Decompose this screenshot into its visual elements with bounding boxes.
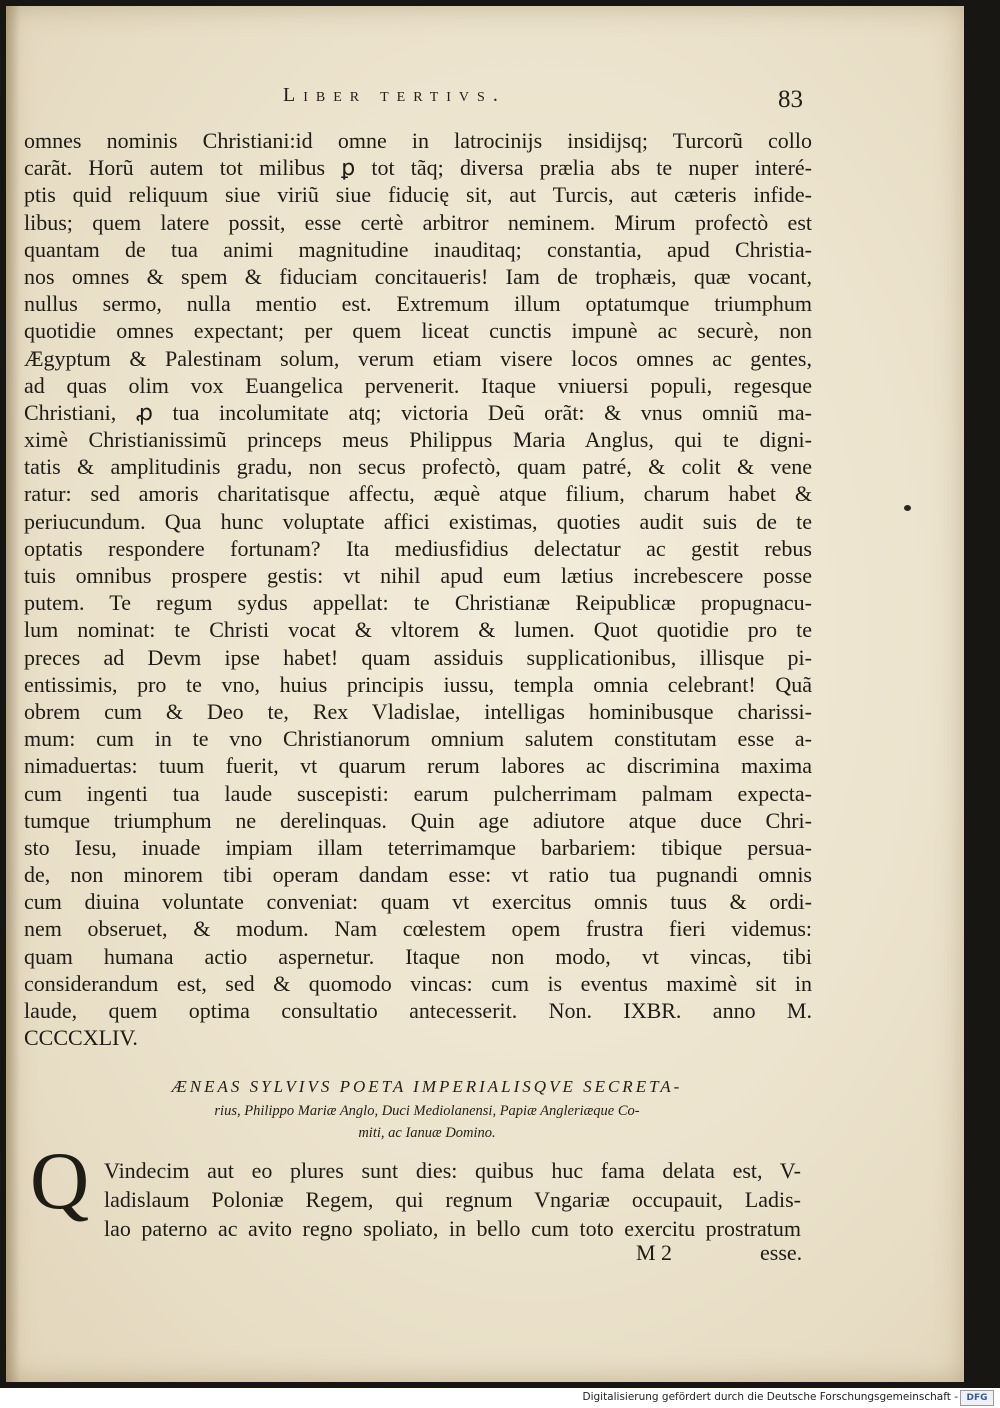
text-line: nimaduertas: tuum fuerit, vt quarum rerum labores ac discrimina maxima (24, 753, 812, 779)
text-line: laude, quem optima consultatio antecesserit. Non. IXBR. anno M. (24, 998, 812, 1023)
text-line: quam humana actio aspernetur. Itaque non modo, vt vincas, tibi (24, 943, 812, 969)
text-line: tuis omnibus prospere gestis: vt nihil apud eum lætius increbescere posse (24, 563, 812, 588)
letter-heading (82, 1074, 772, 1144)
text-line: mum: cum in te vno Christianorum omnium salutem constitutam esse a- (24, 726, 812, 752)
text-line: quotidie omnes expectant; per quem liceat cunctis impunè ac securè, non (24, 318, 812, 344)
text-line: nos omnes & spem & fiduciam concitaueris! Iam de trophæis, quæ vocant, (24, 263, 812, 289)
text-line: Christiani, ꝓ tua incolumitate atq; victoria Deũ orãt: & vnus omniũ ma- (24, 399, 812, 425)
catchword: esse. (760, 1240, 803, 1265)
text-line: putem. Te regum sydus appellat: te Christianæ Reipublicæ propugnacu- (24, 590, 812, 616)
page-edge-shadow (6, 6, 20, 1382)
text-line: omnes nominis Christiani:id omne in latrocinijs insidijsq; Turcorũ collo (24, 128, 812, 153)
text-line: ladislaum Poloniæ Regem, qui regnum Vngariæ occupauit, Ladis- (104, 1187, 801, 1212)
text-line: quantam de tua animi magnitudine inauditaq; constantia, apud Christia- (24, 236, 812, 262)
running-head: Liber tertivs. (283, 84, 506, 106)
letter-heading-line: ÆNEAS SYLVIVS POETA IMPERIALISQVE SECRETA- (171, 1077, 683, 1096)
text-line: nem obseruet, & modum. Nam cœlestem opem frustra fieri videmus: (24, 916, 812, 942)
text-line: Ægyptum & Palestinam solum, verum etiam visere locos omnes ac gentes, (24, 345, 812, 371)
text-line: obrem cum & Deo te, Rex Vladislae, intelligas hominibusque charissi- (24, 698, 812, 724)
text-line: carãt. Horũ autem tot milibus ꝑ tot tãq; diversa prælia abs te nuper interé- (24, 155, 812, 181)
text-line: tumque triumphum ne derelinquas. Quin age adiutore atque duce Chri- (24, 807, 812, 833)
drop-cap-initial: Q (30, 1135, 90, 1226)
page-number: 83 (778, 86, 803, 113)
text-line: sto Iesu, inuade impiam illam teterrimamque barbariem: tibique persua- (24, 834, 812, 860)
text-line: nullus sermo, nulla mentio est. Extremum illum optatumque triumphum (24, 291, 812, 317)
text-line: entissimis, pro te vno, huius principis iussu, templa omnia celebrant! Quã (24, 671, 812, 697)
ink-spot (904, 505, 911, 511)
text-line: considerandum est, sed & quomodo vincas: cum is eventus maximè sit in (24, 970, 812, 996)
text-line: cum ingenti tua laude suscepisti: earum pulcherrimam palmam expecta- (24, 780, 812, 806)
text-line: ad quas olim vox Euangelica pervenerit. Itaque vniuersi populi, regesque (24, 372, 812, 398)
text-line: periucundum. Qua hunc voluptate affici existimas, quoties audit suis de te (24, 508, 812, 534)
text-line: lum nominat: te Christi vocat & vltorem & lumen. Quot quotidie pro te (24, 617, 812, 643)
signature-mark: M 2 (636, 1240, 673, 1265)
text-line: ptis quid reliquum siue viriũ siue fiducię sit, aut Turcis, aut cæteris infide- (24, 182, 812, 208)
text-line: ximè Christianissimũ princeps meus Philippus Maria Anglus, qui te digni- (24, 427, 812, 453)
letter-heading-line: miti, ac Ianuæ Domino. (358, 1125, 496, 1141)
text-line: tatis & amplitudinis gradu, non secus profectò, quam patré, & colit & vene (24, 454, 812, 480)
text-line: Vindecim aut eo plures sunt dies: quibus huc fama delata est, V- (104, 1158, 801, 1183)
footer-credit: Digitalisierung gefördert durch die Deutsche Forschungsgemeinschaft - (582, 1391, 958, 1403)
text-line: lao paterno ac avito regno spoliato, in bello cum toto exercitu prostratum (104, 1216, 801, 1241)
body-text (24, 127, 812, 1051)
text-line: libus; quem latere possit, esse certè arbitror neminem. Mirum profectò est (24, 209, 812, 235)
text-line: CCCCXLIV. (24, 1025, 138, 1051)
letter-text (104, 1156, 801, 1243)
text-line: preces ad Devm ipse habet! quam assiduis supplicationibus, illisque pi- (24, 644, 812, 670)
dfg-logo-icon[interactable]: DFG (960, 1390, 994, 1406)
text-line: cum diuina voluntate conveniat: quam vt exercitus omnis tuus & ordi- (24, 889, 812, 915)
text-line: ratur: sed amoris charitatisque affectu, æquè atque filium, charum habet & (24, 481, 812, 507)
letter-heading-line: rius, Philippo Mariæ Anglo, Duci Mediolanensi, Papiæ Angleriæque Co- (214, 1103, 640, 1119)
text-line: de, non minorem tibi operam dandam esse: vt ratio tua pugnandi omnis (24, 862, 812, 888)
text-line: optatis respondere fortunam? Ita mediusfidius delectatur ac gestit rebus (24, 535, 812, 561)
